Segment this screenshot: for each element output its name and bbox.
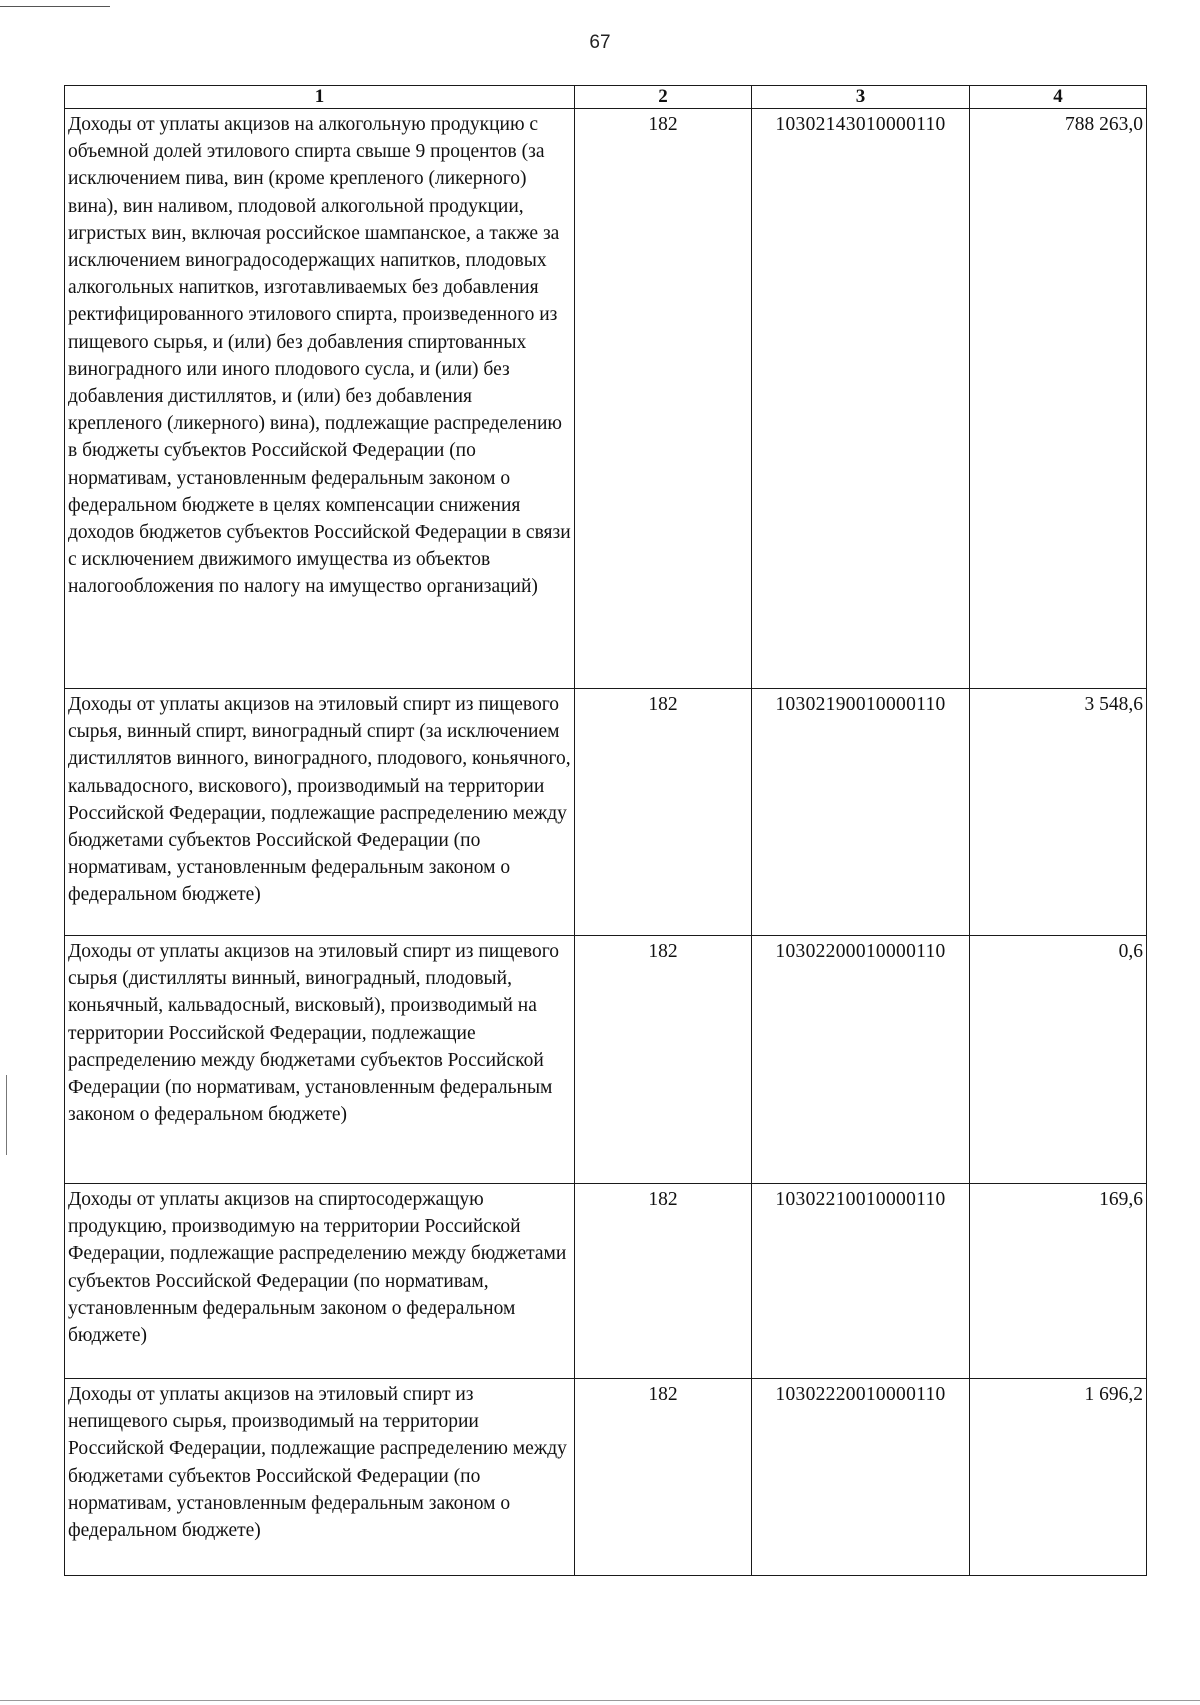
scan-edge-mark <box>0 6 110 7</box>
row-budget-code: 10302190010000110 <box>752 689 970 936</box>
row-amount: 788 263,0 <box>970 109 1147 689</box>
table-row <box>65 936 1147 1184</box>
row-amount: 0,6 <box>970 936 1147 1184</box>
column-header: 1 <box>65 86 575 109</box>
row-admin-code: 182 <box>575 936 752 1184</box>
column-header: 4 <box>970 86 1147 109</box>
row-admin-code: 182 <box>575 1379 752 1576</box>
row-description: Доходы от уплаты акцизов на этиловый спирт из пищевого сырья (дистилляты винный, виноградный, плодовый, коньячный, кальвадосный, висковый), производимый на территории Российской Федерации, подлежащие распределению между бюджетами субъектов Российской Федерации (по нормативам, установленным федеральным законом о федеральном бюджете) <box>65 936 575 1184</box>
revenue-table <box>64 85 1147 1576</box>
row-description: Доходы от уплаты акцизов на этиловый спирт из непищевого сырья, производимый на территории Российской Федерации, подлежащие распределению между бюджетами субъектов Российской Федерации (по нормативам, установленным федеральным законом о федеральном бюджете) <box>65 1379 575 1576</box>
row-amount: 169,6 <box>970 1184 1147 1379</box>
column-header: 3 <box>752 86 970 109</box>
row-budget-code: 10302210010000110 <box>752 1184 970 1379</box>
row-admin-code: 182 <box>575 689 752 936</box>
row-description: Доходы от уплаты акцизов на спиртосодержащую продукцию, производимую на территории Российской Федерации, подлежащие распределению между бюджетами субъектов Российской Федерации (по нормативам, установленным федеральным законом о федеральном бюджете) <box>65 1184 575 1379</box>
row-amount: 3 548,6 <box>970 689 1147 936</box>
column-header: 2 <box>575 86 752 109</box>
row-admin-code: 182 <box>575 1184 752 1379</box>
table-row <box>65 689 1147 936</box>
table-header-row <box>65 86 1147 109</box>
row-budget-code: 10302220010000110 <box>752 1379 970 1576</box>
row-amount: 1 696,2 <box>970 1379 1147 1576</box>
scan-edge-mark <box>6 1075 7 1155</box>
row-admin-code: 182 <box>575 109 752 689</box>
table-row <box>65 1379 1147 1576</box>
row-description: Доходы от уплаты акцизов на алкогольную продукцию с объемной долей этилового спирта свыше 9 процентов (за исключением пива, вин (кроме крепленого (ликерного) вина), вин наливом, плодовой алкогольной продукции, игристых вин, включая российское шампанское, а также за исключением виноградосодержащих напитков, плодовых алкогольных напитков, изготавливаемых без добавления ректифицированного этилового спирта, произведенного из пищевого сырья, и (или) без добавления спиртованных виноградного или иного плодового сусла, и (или) без добавления дистиллятов, и (или) без добавления крепленого (ликерного) вина), подлежащие распределению в бюджеты субъектов Российской Федерации (по нормативам, установленным федеральным законом о федеральном бюджете в целях компенсации снижения доходов бюджетов субъектов Российской Федерации в связи с исключением движимого имущества из объектов налогообложения по налогу на имущество организаций) <box>65 109 575 689</box>
row-budget-code: 10302200010000110 <box>752 936 970 1184</box>
row-budget-code: 10302143010000110 <box>752 109 970 689</box>
scan-edge-mark <box>0 1700 1200 1701</box>
row-description: Доходы от уплаты акцизов на этиловый спирт из пищевого сырья, винный спирт, виноградный спирт (за исключением дистиллятов винного, виноградного, плодового, коньячного, кальвадосного, вискового), производимый на территории Российской Федерации, подлежащие распределению между бюджетами субъектов Российской Федерации (по нормативам, установленным федеральным законом о федеральном бюджете) <box>65 689 575 936</box>
page-number: 67 <box>589 32 611 53</box>
table-row <box>65 109 1147 689</box>
table-row <box>65 1184 1147 1379</box>
